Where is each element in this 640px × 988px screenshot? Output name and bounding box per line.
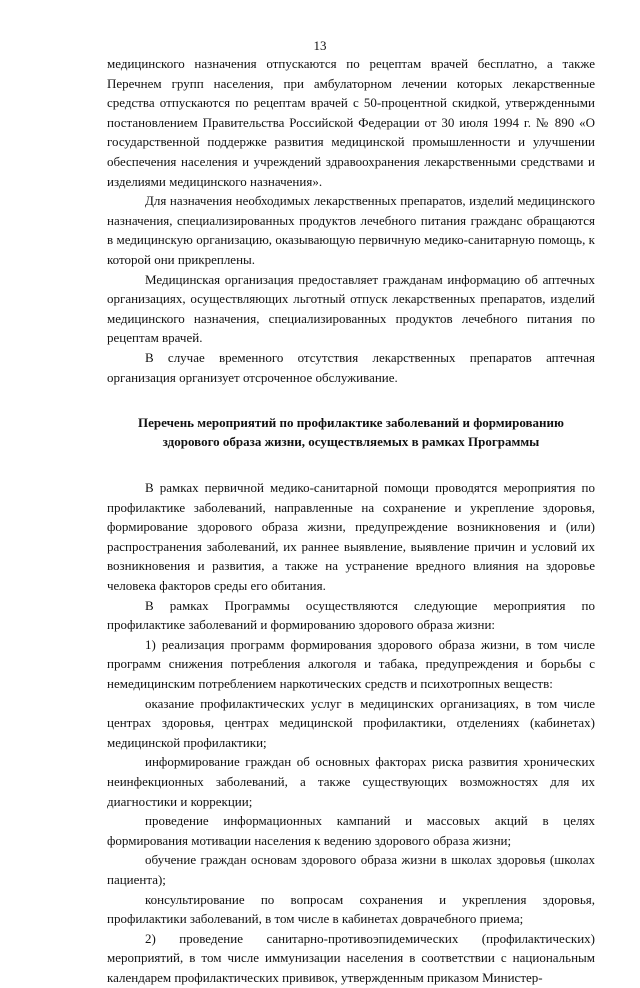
page-number: 13 [313,38,327,53]
paragraph: Медицинская организация предоставляет гражданам информацию об аптечных организациях, осуществляющих льготный отпуск лекарственных препаратов, изделий медицинского назначения, специализированных продуктов лечебного питания по рецептам врачей. [107,271,595,346]
paragraph: обучение граждан основам здорового образа жизни в школах здоровья (школах пациента); [107,852,595,887]
paragraph: проведение информационных кампаний и массовых акций в целях формирования мотивации населения к ведению здорового образа жизни; [107,813,595,848]
paragraph: медицинского назначения отпускаются по рецептам врачей бесплатно, а также Перечнем групп населения, при амбулаторном лечении которых лекарственные средства отпускаются по рецептам врачей с 50-процентной скидкой, утвержденными постановлением Правительства Российской Федерации от 30 июля 1994 г. № 890 «О государственной поддержке развития медицинской промышленности и улучшении обеспечения населения и учреждений здравоохранения лекарственными средствами и изделиями медицинского назначения». [107,56,595,189]
bottom-paragraphs [107,478,595,987]
paragraph: 2) проведение санитарно-противоэпидемических (профилактических) мероприятий, в том числе иммунизации населения в соответствии с национальным календарем профилактических прививок, утвержденным приказом Министер- [107,930,595,985]
paragraph: В рамках Программы осуществляются следующие мероприятия по профилактике заболеваний и формированию здорового образа жизни: [107,597,595,633]
paragraph: 1) реализация программ формирования здорового образа жизни, в том числе программ снижения потребления алкоголя и табака, предупреждения и борьбы с немедицинским потреблением наркотических средств и психотропных веществ: [107,636,595,692]
section-heading: Перечень мероприятий по профилактике заболеваний и формированию здорового образа жизни, осуществляемых в рамках Программы [138,415,564,449]
paragraph: оказание профилактических услуг в медицинских организациях, в том числе центрах здоровья, центрах медицинской профилактики, отделениях (кабинетах) медицинской профилактики; [107,695,595,750]
paragraph: Для назначения необходимых лекарственных препаратов, изделий медицинского назначения, специализированных продуктов лечебного питания гражданс обращаются в медицинскую организацию, оказывающую первичную медико-санитарную помощь, к которой они прикреплены. [107,193,595,267]
top-paragraphs [107,54,595,387]
paragraph: В случае временного отсутствия лекарственных препаратов аптечная организация организует отсроченное обслуживание. [107,349,595,385]
paragraph: информирование граждан об основных факторах риска развития хронических неинфекционных заболеваний, а также существующих возможностях для их диагностики и коррекции; [107,754,595,809]
paragraph: консультирование по вопросам сохранения и укрепления здоровья, профилактики заболеваний, в том числе в кабинетах доврачебного приема; [107,891,595,927]
page-content [107,54,595,988]
paragraph: В рамках первичной медико-санитарной помощи проводятся мероприятия по профилактике заболеваний, направленные на сохранение и укрепление здоровья, формирование здорового образа жизни, предупреждение возникновения и (или) распространения заболеваний, их раннее выявление, выявление причин и условий их возникновения и развития, а также на устранение вредного влияния на здоровье человека факторов среды его обитания. [107,480,595,594]
